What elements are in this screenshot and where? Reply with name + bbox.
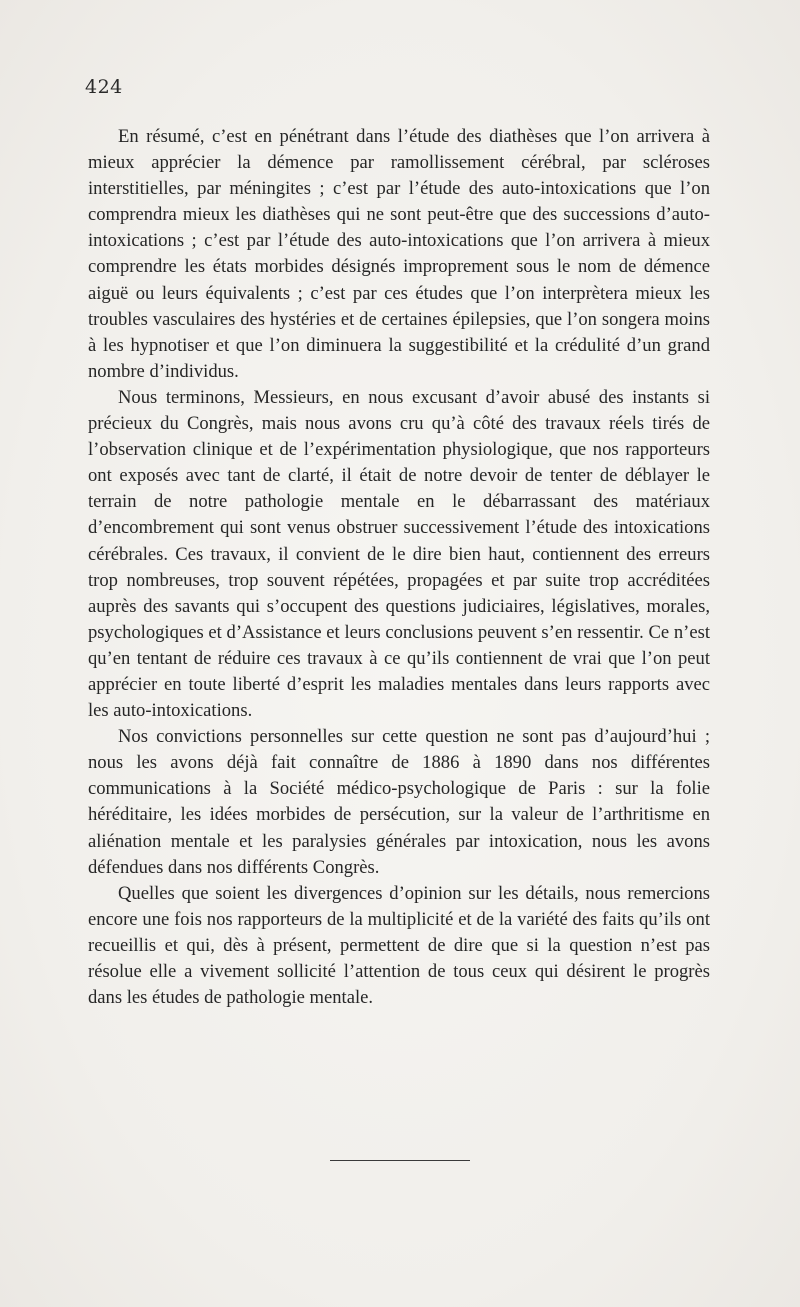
paragraph-1: En résumé, c’est en pénétrant dans l’étude des diathèses que l’on arrivera à mieux apprécier la démence par ramollissement cérébral, par scléroses interstitielles, par méningites ; c’est par l’étude des auto-intoxications que l’on comprendra mieux les diathèses qui ne sont peut-être que des successions d’auto-intoxications ; c’est par l’étude des auto-intoxications que l’on arrivera à mieux comprendre les états morbides désignés improprement sous le nom de démence aiguë ou leurs équivalents ; c’est par ces études que l’on interprètera mieux les troubles vasculaires des hystéries et de certaines épilepsies, que l’on songera moins à les hypnotiser et que l’on diminuera la suggestibilité et la crédulité d’un grand nombre d’individus.	[88, 126, 710, 382]
page-number: 424	[85, 76, 123, 98]
body-text	[88, 124, 710, 1011]
paragraph-4: Quelles que soient les divergences d’opinion sur les détails, nous remercions encore une fois nos rapporteurs de la multiplicité et de la variété des faits qu’ils ont recueillis et qui, dès à présent, permettent de dire que si la question n’est pas résolue elle a vivement sollicité l’attention de tous ceux qui désirent le progrès dans les études de pathologie mentale.	[88, 882, 710, 1009]
end-rule-divider	[330, 1160, 470, 1161]
paragraph-3: Nos convictions personnelles sur cette question ne sont pas d’aujourd’hui ; nous les avons déjà fait connaître de 1886 à 1890 dans nos différentes communications à la Société médico-psychologique de Paris : sur la folie héréditaire, les idées morbides de persécution, sur la valeur de l’arthritisme en aliénation mentale et les paralysies générales par intoxication, nous les avons défendues dans nos différents Congrès.	[88, 726, 710, 878]
paragraph-2: Nous terminons, Messieurs, en nous excusant d’avoir abusé des instants si précieux du Congrès, mais nous avons cru qu’à côté des travaux réels tirés de l’observation clinique et de l’expérimentation physiologique, que nos rapporteurs ont exposés avec tant de clarté, il était de notre devoir de tenter de déblayer le terrain de notre pathologie mentale en le débarrassant des matériaux d’encombrement qui sont venus obstruer successivement l’étude des intoxications cérébrales. Ces travaux, il convient de le dire bien haut, contiennent des erreurs trop nombreuses, trop souvent répétées, propagées et par suite trop accréditées auprès des savants qui s’occupent des questions judiciaires, législatives, morales, psychologiques et d’Assistance et leurs conclusions peuvent s’en ressentir. Ce n’est qu’en tentant de réduire ces travaux à ce qu’ils contiennent de vrai que l’on peut apprécier en toute liberté d’esprit les maladies mentales dans leurs rapports avec les auto-intoxications.	[88, 386, 710, 722]
